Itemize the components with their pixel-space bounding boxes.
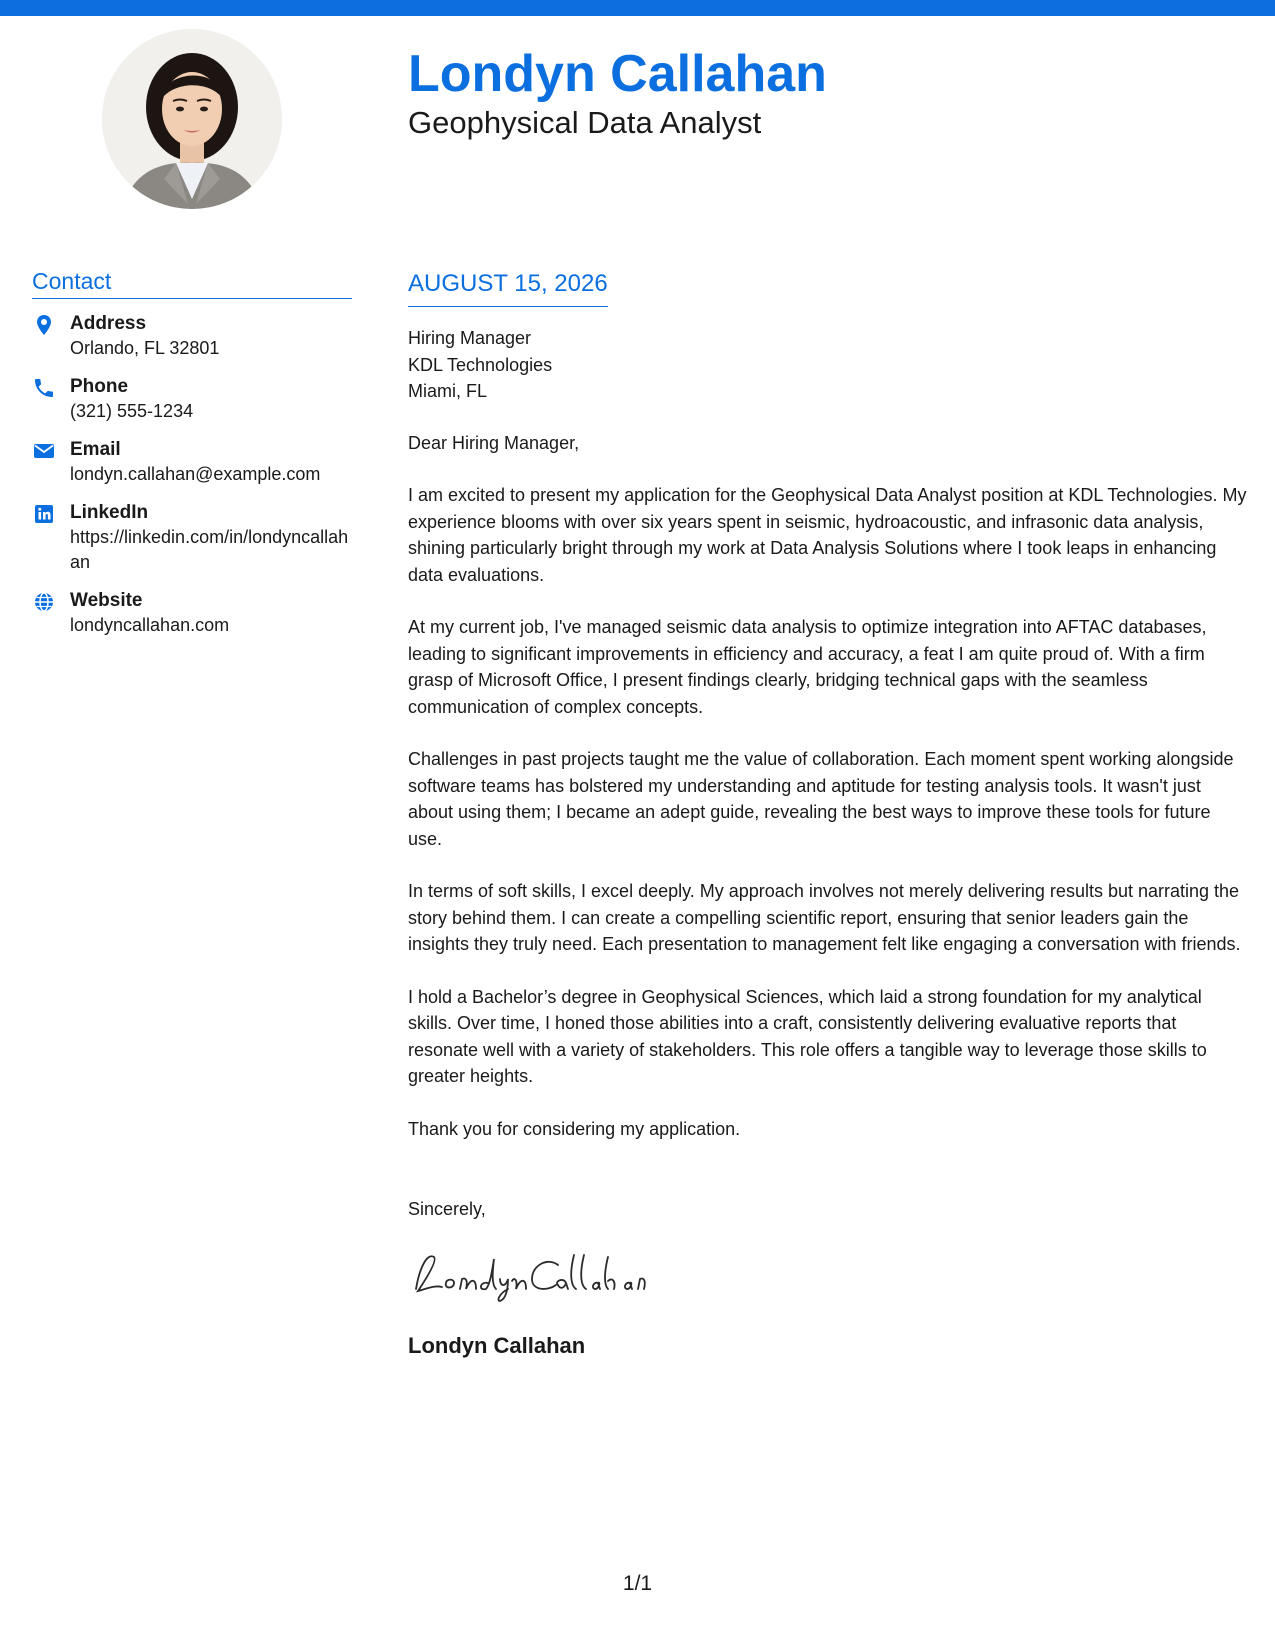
contact-sidebar: [32, 266, 352, 651]
map-pin-icon: [32, 313, 56, 337]
handwritten-signature: [408, 1245, 668, 1305]
recipient-block: [408, 325, 1248, 405]
contact-label: Address: [70, 313, 147, 334]
contact-label: Phone: [70, 376, 129, 397]
address-value: Orlando, FL 32801: [70, 338, 220, 358]
contact-item-email: [32, 437, 352, 487]
website-value[interactable]: londyncallahan.com: [70, 615, 230, 635]
contact-label: Email: [70, 439, 121, 460]
envelope-icon: [32, 439, 56, 463]
contact-item-linkedin: [32, 500, 352, 575]
page-number: 1/1: [622, 1572, 653, 1595]
applicant-name: Londyn Callahan: [408, 45, 827, 103]
letter-paragraph: In terms of soft skills, I excel deeply. My approach involves not merely delivering results but narrating the story behind them. I can create a compelling scientific report, ensuring that senior leaders gain the insights they truly need. Each presentation to management felt like engaging a conversation with friends.: [408, 881, 1241, 954]
letter-paragraph: At my current job, I've managed seismic data analysis to optimize integration into AFTAC databases, leading to significant improvements in efficiency and accuracy, a feat I am quite proud of. With a firm grasp of Microsoft Office, I present findings clearly, bridging technical gaps with the seamless communication of complex concepts.: [408, 617, 1207, 717]
contact-label: LinkedIn: [70, 502, 149, 523]
contact-item-website: [32, 588, 352, 638]
letter-body: [408, 268, 1248, 1360]
job-title: Geophysical Data Analyst: [408, 105, 762, 140]
letter-paragraph: I hold a Bachelor’s degree in Geophysical Sciences, which laid a strong foundation for my analytical skills. Over time, I honed those abilities into a craft, consistently delivering evaluative reports that resonate well with a variety of stakeholders. This role offers a tangible way to leverage those skills to greater heights.: [408, 986, 1207, 1086]
salutation: Dear Hiring Manager,: [408, 432, 580, 453]
recipient-line: Miami, FL: [408, 381, 488, 401]
recipient-line: Hiring Manager: [408, 328, 532, 348]
contact-label: Website: [70, 590, 143, 611]
recipient-line: KDL Technologies: [408, 354, 553, 375]
top-accent-bar: [0, 0, 1275, 16]
phone-value: (321) 555-1234: [70, 401, 194, 421]
profile-photo: [102, 29, 282, 209]
letter-paragraph: Challenges in past projects taught me the value of collaboration. Each moment spent working alongside software teams has bolstered my understanding and aptitude for testing analysis tools. It wasn't just about using them; I became an adept guide, revealing the best ways to improve these tools for future use.: [408, 749, 1234, 849]
phone-icon: [32, 376, 56, 400]
linkedin-icon: [32, 502, 56, 526]
contact-item-address: [32, 311, 352, 361]
letter-paragraph: I am excited to present my application for the Geophysical Data Analyst position at KDL Technologies. My experience blooms with over six years spent in seismic, hydroacoustic, and infrasonic data analysis, shining particularly bright through my work at Data Analysis Solutions where I took leaps in enhancing data evaluations.: [408, 485, 1247, 585]
closing: Sincerely,: [408, 1199, 486, 1219]
contact-heading: Contact: [32, 266, 352, 299]
linkedin-value[interactable]: https://linkedin.com/in/londyncallahan: [70, 527, 349, 572]
letter-date: AUGUST 15, 2026: [408, 268, 608, 307]
letter-paragraph: Thank you for considering my application.: [408, 1118, 741, 1139]
signer-name: Londyn Callahan: [408, 1332, 586, 1358]
globe-icon: [32, 590, 56, 614]
email-value[interactable]: londyn.callahan@example.com: [70, 464, 321, 484]
contact-item-phone: [32, 374, 352, 424]
